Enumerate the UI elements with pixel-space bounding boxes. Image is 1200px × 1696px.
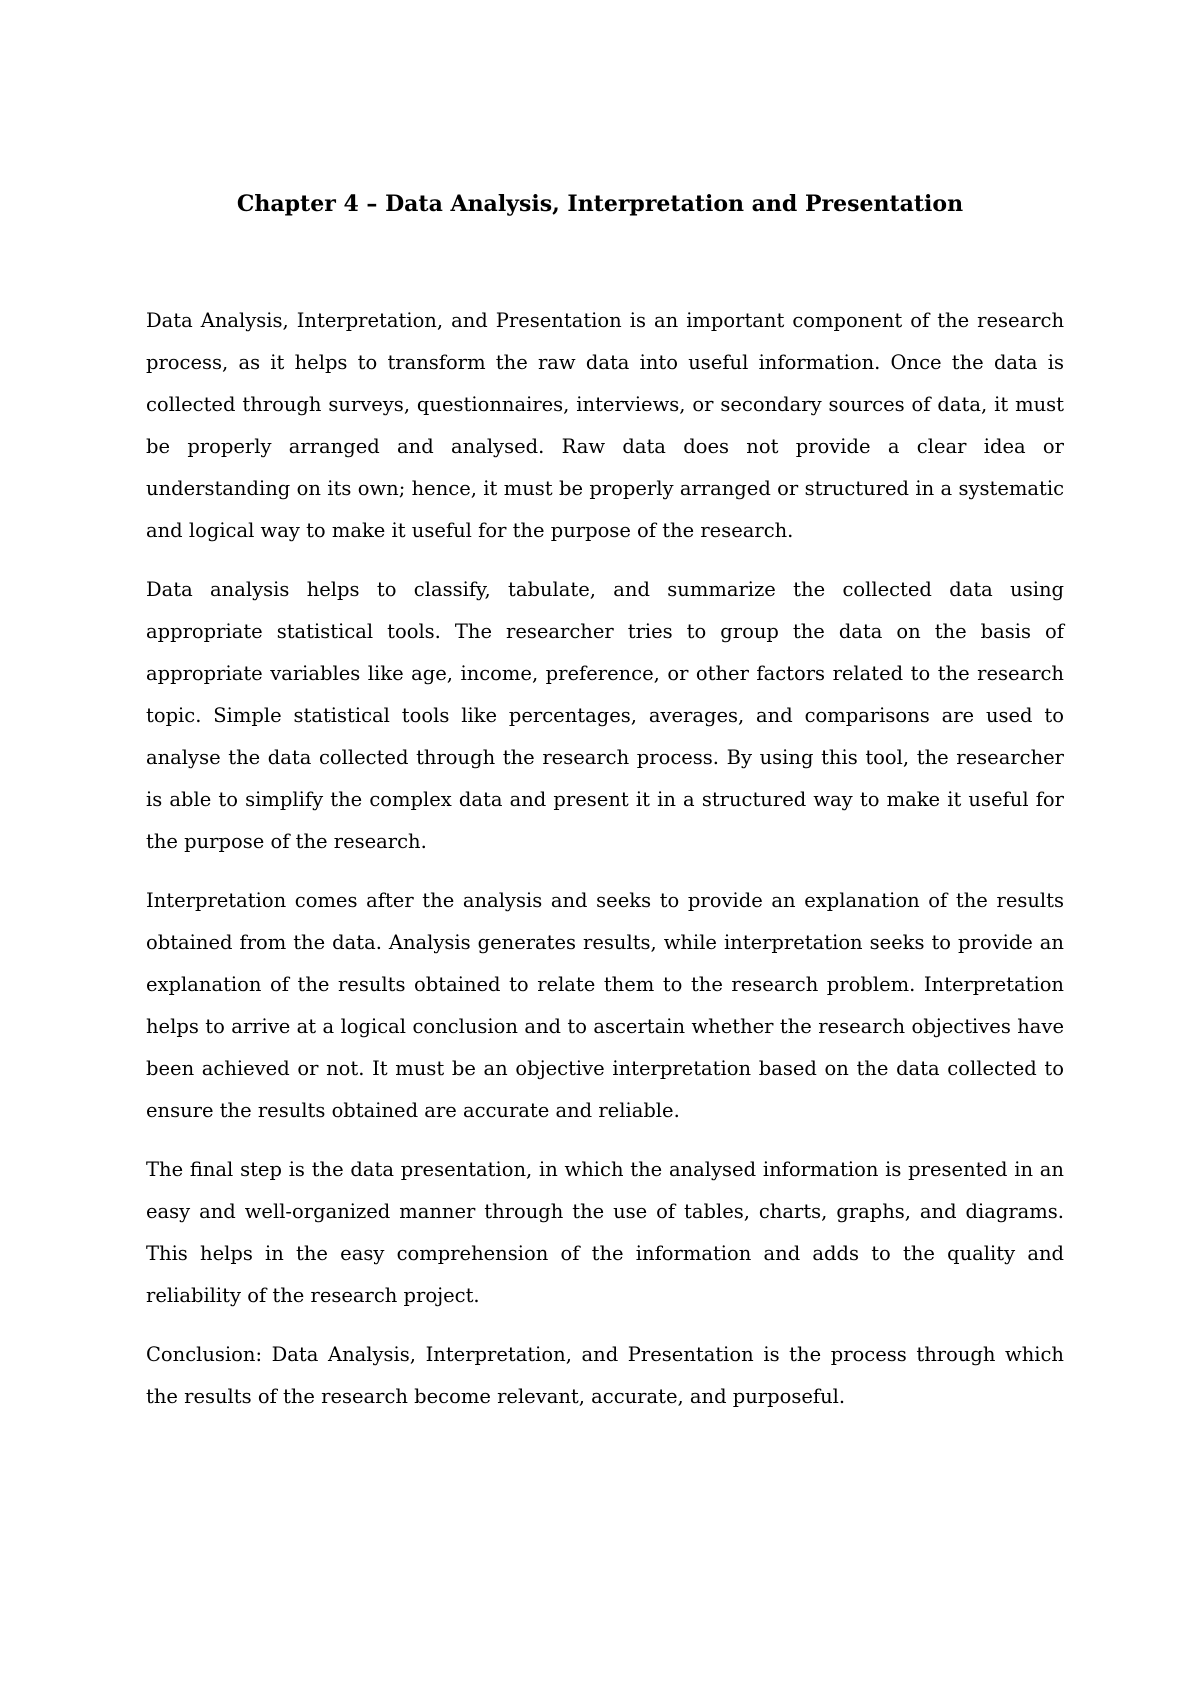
page-title: Chapter 4 – Data Analysis, Interpretation and Presentation (236, 191, 964, 217)
paragraph-presentation: The final step is the data presentation, in which the analysed information is presented in an easy and well-organized manner through the use of tables, charts, graphs, and diagrams. This helps in the easy comprehension of the information and adds to the quality and reliability of the research project. (146, 1158, 1064, 1307)
paragraph-introduction: Data Analysis, Interpretation, and Presentation is an important component of the research process, as it helps to transform the raw data into useful information. Once the data is collected through surveys, questionnaires, interviews, or secondary sources of data, it must be properly arranged and analysed. Raw data does not provide a clear idea or understanding on its own; hence, it must be properly arranged or structured in a systematic and logical way to make it useful for the purpose of the research. (146, 309, 1064, 542)
paragraph-data-analysis: Data analysis helps to classify, tabulate, and summarize the collected data using appropriate statistical tools. The researcher tries to group the data on the basis of appropriate variables like age, income, preference, or other factors related to the research topic. Simple statistical tools like percentages, averages, and comparisons are used to analyse the data collected through the research process. By using this tool, the researcher is able to simplify the complex data and present it in a structured way to make it useful for the purpose of the research. (146, 578, 1064, 853)
paragraph-interpretation: Interpretation comes after the analysis and seeks to provide an explanation of the results obtained from the data. Analysis generates results, while interpretation seeks to provide an explanation of the results obtained to relate them to the research problem. Interpretation helps to arrive at a logical conclusion and to ascertain whether the research objectives have been achieved or not. It must be an objective interpretation based on the data collected to ensure the results obtained are accurate and reliable. (146, 889, 1064, 1122)
paragraph-conclusion: Conclusion: Data Analysis, Interpretation, and Presentation is the process through which the results of the research become relevant, accurate, and purposeful. (146, 1343, 1064, 1408)
body-text (146, 300, 1064, 1435)
